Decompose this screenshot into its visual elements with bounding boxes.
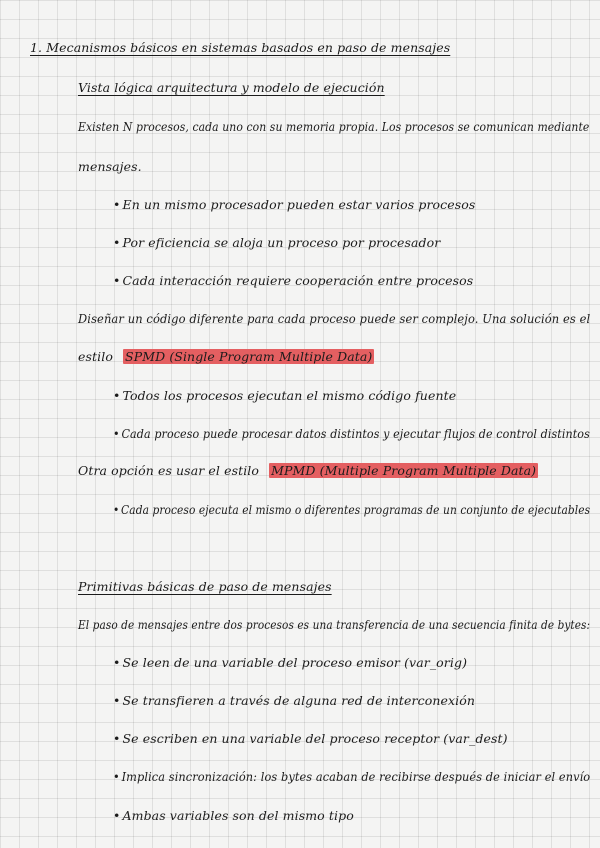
list-item-text: Se transfieren a través de alguna red de interconexión <box>122 693 475 708</box>
list-item: • Implica sincronización: los bytes acaban de recibirse después de iniciar el envío <box>113 769 591 784</box>
list-item-text: Se leen de una variable del proceso emisor (var_orig) <box>122 655 468 670</box>
list-item: • Se transfieren a través de alguna red de interconexión <box>113 693 475 708</box>
spmd-highlight: SPMD (Single Program Multiple Data) <box>125 349 373 364</box>
paragraph-spmd-line2 <box>78 349 374 365</box>
list-item: • Ambas variables son del mismo tipo <box>113 808 354 823</box>
list-item-text: Cada proceso ejecuta el mismo o diferentes programas de un conjunto de ejecutables <box>121 502 591 517</box>
list-item-text: Se escriben en una variable del proceso receptor (var_dest) <box>122 731 508 746</box>
paragraph-intro-line2: mensajes. <box>78 159 142 174</box>
list-item: • Cada interacción requiere cooperación entre procesos <box>113 273 474 288</box>
subsection-title-vista-logica: Vista lógica arquitectura y modelo de ejecución <box>78 80 385 95</box>
list-item: • Se escriben en una variable del proceso receptor (var_dest) <box>113 731 508 746</box>
list-item: • Todos los procesos ejecutan el mismo código fuente <box>113 388 457 403</box>
list-item: • Cada proceso puede procesar datos distintos y ejecutar flujos de control distintos <box>113 426 590 441</box>
list-item-text: En un mismo procesador pueden estar varios procesos <box>122 197 476 212</box>
list-item-text: Implica sincronización: los bytes acaban de recibirse después de iniciar el envío <box>121 769 591 784</box>
paragraph-spmd-line1: Diseñar un código diferente para cada proceso puede ser complejo. Una solución es el <box>78 311 591 326</box>
spmd-prefix: estilo <box>78 349 113 364</box>
paragraph-paso-intro: El paso de mensajes entre dos procesos es una transferencia de una secuencia finita de bytes: <box>78 617 591 632</box>
mpmd-highlight: MPMD (Multiple Program Multiple Data) <box>271 463 537 478</box>
mpmd-prefix: Otra opción es usar el estilo <box>78 463 260 478</box>
list-item: • Se leen de una variable del proceso emisor (var_orig) <box>113 655 468 670</box>
paragraph-mpmd <box>78 463 538 479</box>
list-item: • En un mismo procesador pueden estar varios procesos <box>113 197 476 212</box>
list-item-text: Cada interacción requiere cooperación entre procesos <box>122 273 474 288</box>
paragraph-intro-line1: Existen N procesos, cada uno con su memoria propia. Los procesos se comunican mediante <box>78 119 590 134</box>
list-item: • Por eficiencia se aloja un proceso por procesador <box>113 235 441 250</box>
subsection-title-primitivas: Primitivas básicas de paso de mensajes <box>78 579 332 594</box>
list-item-text: Ambas variables son del mismo tipo <box>122 808 354 823</box>
list-item-text: Por eficiencia se aloja un proceso por procesador <box>122 235 441 250</box>
section-title: 1. Mecanismos básicos en sistemas basados en paso de mensajes <box>30 40 451 55</box>
list-item-text: Todos los procesos ejecutan el mismo código fuente <box>122 388 457 403</box>
list-item-text: Cada proceso puede procesar datos distintos y ejecutar flujos de control distintos <box>121 426 590 441</box>
list-item: • Cada proceso ejecuta el mismo o diferentes programas de un conjunto de ejecutables <box>113 502 591 517</box>
